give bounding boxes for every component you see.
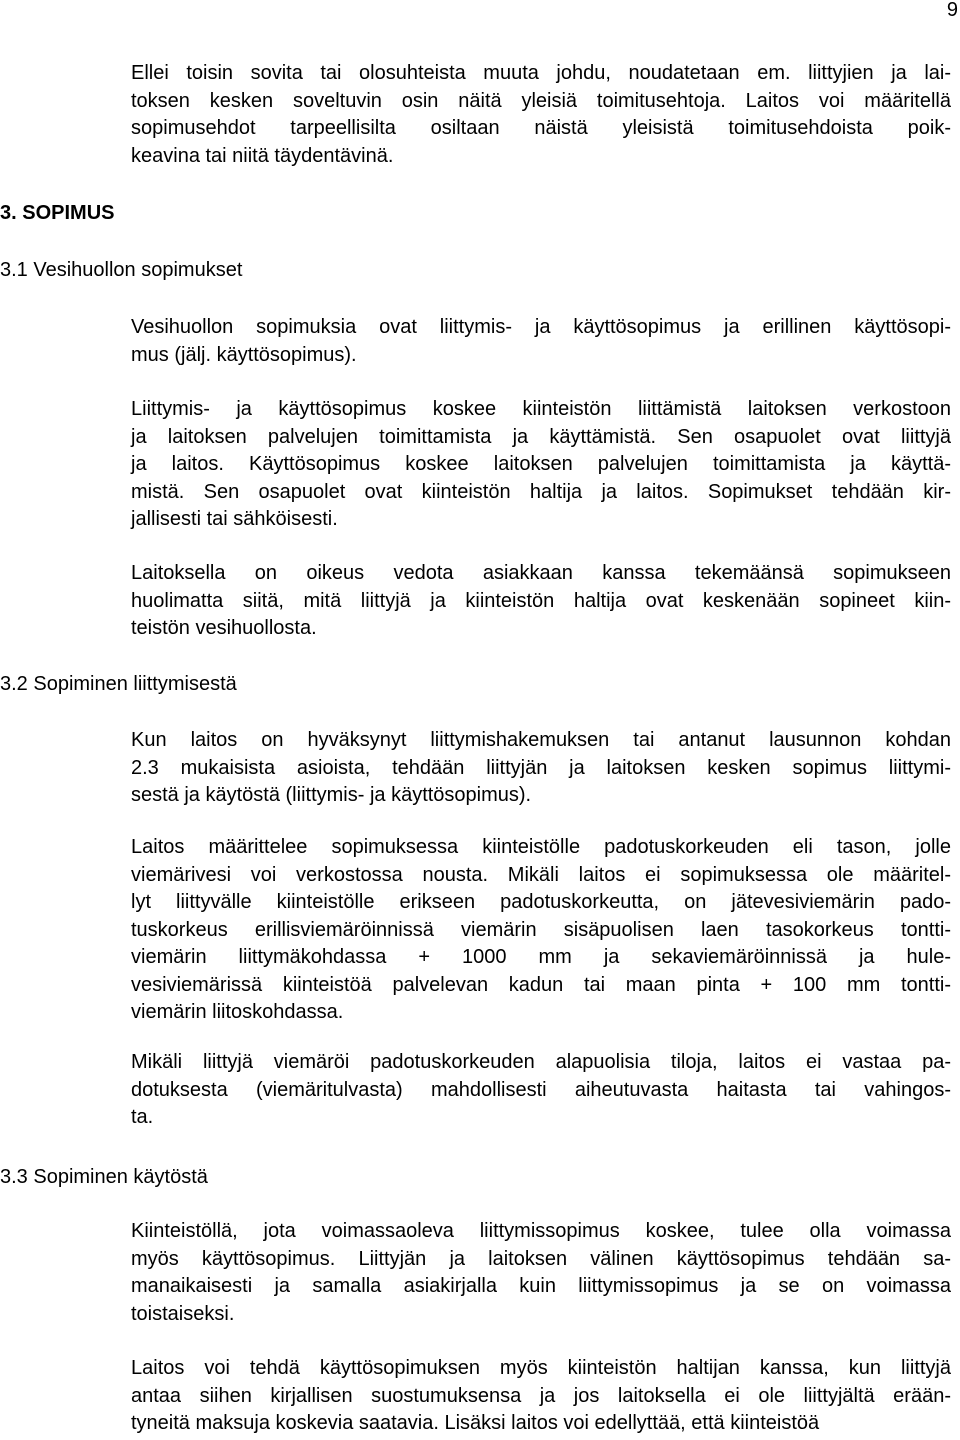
paragraph [131,1218,951,1328]
section-heading: 3.3 Sopiminen käytöstä [0,1166,208,1188]
text-line: ja laitoksen palvelujen toimittamista ja käyttämistä. Sen osapuolet ovat liittyjä [131,425,951,448]
paragraph [131,1355,951,1438]
text-line: viemärin liittymäkohdassa + 1000 mm ja sekaviemäröinnissä ja hule- [131,946,951,968]
text-line: teistön vesihuollosta. [131,617,317,639]
text-line: toksen kesken soveltuvin osin näitä yleisiä toimitusehtoja. Laitos voi määritellä [131,89,951,112]
text-line: Ellei toisin sovita tai olosuhteista muuta johdu, noudatetaan em. liittyjien ja lai- [131,62,951,84]
text-line: Laitos voi tehdä käyttösopimuksen myös kiinteistön haltijan kanssa, kun liittyjä [131,1357,951,1379]
text-line: Kun laitos on hyväksynyt liittymishakemuksen tai antanut lausunnon kohdan [131,729,951,751]
text-line: 2.3 mukaisista asioista, tehdään liittyjän ja laitoksen kesken sopimus liittymi- [131,756,951,779]
paragraph [131,396,951,534]
text-line: Liittymis- ja käyttösopimus koskee kiinteistön liittämistä laitoksen verkostoon [131,398,951,420]
text-line: Kiinteistöllä, jota voimassaoleva liittymissopimus koskee, tulee olla voimassa [131,1220,951,1242]
text-line: sopimusehdot tarpeellisilta osiltaan näistä yleisistä toimitusehdoista poik- [131,117,951,139]
paragraph [131,1049,951,1132]
paragraph [131,727,951,810]
paragraph [131,560,951,643]
section-heading: 3.2 Sopiminen liittymisestä [0,673,237,695]
text-line: huolimatta siitä, mitä liittyjä ja kiinteistön haltija ovat keskenään sopineet kiin- [131,589,951,612]
text-line: sestä ja käytöstä (liittymis- ja käyttösopimus). [131,784,532,806]
text-line: viemärivesi voi verkostossa nousta. Mikäli laitos ei sopimuksessa ole määritel- [131,863,951,886]
page-number: 9 [946,0,958,21]
text-line: Mikäli liittyjä viemäröi padotuskorkeuden alapuolisia tiloja, laitos ei vastaa pa- [131,1051,951,1073]
text-line: Vesihuollon sopimuksia ovat liittymis- ja käyttösopimus ja erillinen käyttösopi- [131,316,951,338]
text-line: myös käyttösopimus. Liittyjän ja laitoksen välinen käyttösopimus tehdään sa- [131,1247,951,1270]
text-line: tyneitä maksuja koskevia saatavia. Lisäksi laitos voi edellyttää, että kiinteistöä [131,1412,820,1434]
paragraph [131,314,951,369]
text-line: dotuksesta (viemäritulvasta) mahdollisesti aiheutuvasta haitasta tai vahingos- [131,1078,951,1101]
text-line: manaikaisesti ja samalla asiakirjalla kuin liittymissopimus ja se on voimassa [131,1275,951,1297]
text-line: viemärin liitoskohdassa. [131,1001,344,1023]
section-heading: 3. SOPIMUS [0,202,115,224]
text-line: ta. [131,1106,154,1128]
section-heading: 3.1 Vesihuollon sopimukset [0,259,243,281]
paragraph [131,60,951,170]
text-line: mus (jälj. käyttösopimus). [131,343,357,366]
text-line: vesiviemärissä kiinteistöä palvelevan kadun tai maan pinta + 100 mm tontti- [131,973,951,996]
text-line: lyt liittyvälle kiinteistölle erikseen padotuskorkeutta, on jätevesiviemärin pado- [131,891,951,913]
paragraph [131,834,951,1027]
text-line: ja laitos. Käyttösopimus koskee laitoksen palvelujen toimittamista ja käyttä- [131,453,951,475]
text-line: antaa siihen kirjallisen suostumuksensa ja jos laitoksella ei ole liittyjältä erään- [131,1384,951,1407]
text-line: keavina tai niitä täydentävinä. [131,144,394,167]
text-line: Laitoksella on oikeus vedota asiakkaan kanssa tekemäänsä sopimukseen [131,562,951,584]
text-line: jallisesti tai sähköisesti. [131,508,338,530]
text-line: toistaiseksi. [131,1302,235,1325]
text-line: tuskorkeus erillisviemäröinnissä viemärin sisäpuolisen laen tasokorkeus tontti- [131,918,951,941]
text-line: Laitos määrittelee sopimuksessa kiinteistölle padotuskorkeuden eli tason, jolle [131,836,951,858]
text-line: mistä. Sen osapuolet ovat kiinteistön haltija ja laitos. Sopimukset tehdään kir- [131,480,951,503]
